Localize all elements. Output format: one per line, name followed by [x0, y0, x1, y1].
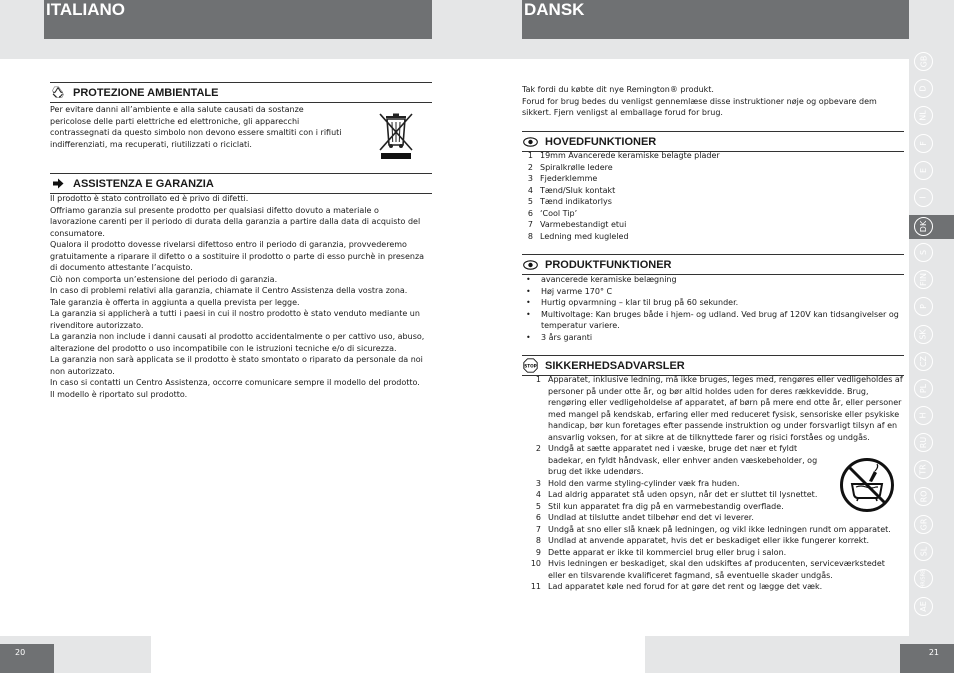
weee-bin-icon	[377, 112, 415, 160]
list-item: 1 19mm Avancerede keramiske belagte plader	[527, 151, 720, 160]
list-item: 6 ‘Cool Tip’	[527, 208, 578, 218]
language-tab-cz[interactable]: CZ	[914, 352, 933, 371]
list-item: 3 Hold den varme styling-cylinder væk fra huden.	[535, 478, 740, 488]
list-item: 5 Tænd indikatorlys	[527, 197, 612, 206]
page-header-italiano: ITALIANO	[44, 0, 432, 39]
language-tab-f[interactable]: F	[914, 134, 933, 153]
eye-icon	[522, 258, 538, 272]
language-tab-ru[interactable]: RU	[914, 433, 933, 452]
language-tab-pl[interactable]: PL	[914, 379, 933, 398]
list-item: 4 Lad aldrig apparatet stå uden opsyn, når det er sluttet til lysnettet.	[535, 490, 818, 499]
section-title-produktfunktioner: PRODUKTFUNKTIONER	[522, 254, 904, 275]
list-item: 5 Stil kun apparatet fra dig på en varmebestandig overflade.	[535, 501, 784, 511]
protezione-ambientale-text: Per evitare danni all’ambiente e alla salute causati da sostanze pericolose delle parti elettriche ed elettroniche, gli apparecchi contrassegnati da questo simbolo non devono essere smaltiti con i rifiuti indifferenziati, ma recuperati, riutilizzati o riciclati.	[50, 105, 342, 149]
list-item: 10 Hvis ledningen er beskadiget, skal den udskiftes af producenten, serviceværkstedet eller en tilsvarende kvalificeret fagmand, så eventuelle skader undgås.	[530, 559, 885, 580]
page-number-left: 20	[0, 644, 54, 673]
list-item: 3 Fjederklemme	[527, 174, 598, 183]
page-number-right: 21	[900, 644, 954, 673]
language-tab-e[interactable]: E	[914, 161, 933, 180]
language-tab-sk[interactable]: SK	[914, 325, 933, 344]
list-item: 9 Dette apparat er ikke til kommerciel brug eller brug i salon.	[535, 547, 787, 557]
language-tab-gr[interactable]: GR	[914, 515, 933, 534]
list-item: 4 Tænd/Sluk kontakt	[527, 185, 616, 195]
list-item: 1 Apparatet, inklusive ledning, må ikke bruges, leges med, rengøres eller vedligeholdes af personer på under otte år, og bør altid holdes uden for deres rækkevidde. Brug, rengøring eller vedligeholdelse af apparatet, af børn på mere end otte år, eller personer med mangel på kendskab, erfaring eller med reduceret fysisk, sensoriske eller psykiske handicap, bør kun foretages efter passende instruktion og under forsvarligt tilsyn af en ansvarlig voksen, for at sikre at de tilknyttede farer og risici forståes og undgås.	[535, 375, 903, 442]
language-tab-ro[interactable]: RO	[914, 487, 933, 506]
hovedfunktioner-list	[522, 150, 892, 242]
language-tab-ae[interactable]: AE	[914, 597, 933, 616]
language-tab-s[interactable]: S	[914, 243, 933, 262]
page-header-dansk: DANSK	[522, 0, 909, 39]
section-title-sikkerhedsadvarsler: STOP SIKKERHEDSADVARSLER	[522, 355, 904, 376]
stop-icon	[522, 359, 538, 373]
language-tab-hr-srb[interactable]: HR/SRB	[914, 569, 933, 588]
language-tab-nl[interactable]: NL	[914, 106, 933, 125]
list-item: 2 Spiralkrølle ledere	[527, 162, 613, 172]
section-title-assistenza-garanzia: ASSISTENZA E GARANZIA	[50, 173, 432, 194]
language-tab-d[interactable]: D	[914, 79, 933, 98]
list-item: 7 Undgå at sno eller slå knæk på ledningen, og vikl ikke ledningen rundt om apparatet.	[535, 524, 891, 534]
dansk-intro-text: Tak fordi du købte dit nye Remington® produkt. Forud for brug bedes du venligst gennemlæse disse instruktioner nøje og opbevare dem sikkert. Fjern venligst al emballage forud for brug.	[522, 85, 877, 117]
no-bath-warning-icon	[839, 457, 895, 513]
list-item: 6 Undlad at tilslutte andet tilbehør end det vi leverer.	[535, 513, 754, 522]
arrow-right-icon	[50, 177, 66, 191]
list-item: 11 Lad apparatet køle ned forud for at gøre det rent og lægge det væk.	[530, 582, 823, 591]
list-item: • Multivoltage: Kan bruges både i hjem- og udland. Ved brug af 120V kan tidsangivelser og temperatur variere.	[526, 309, 899, 330]
section-title-hovedfunktioner: HOVEDFUNKTIONER	[522, 131, 904, 152]
list-item: 2 Undgå at sætte apparatet ned i væske, bruge det nær et fyldt badekar, en fyldt håndvask, eller enhver anden væskebeholder, og brug det ikke udendørs.	[535, 444, 818, 476]
list-item: • avancerede keramiske belægning	[526, 275, 677, 284]
language-tab-dk[interactable]: DK	[914, 217, 933, 236]
language-tab-p[interactable]: P	[914, 297, 933, 316]
language-tab-h[interactable]: H	[914, 406, 933, 425]
list-item: • Høj varme 170° C	[526, 286, 613, 296]
language-tab-tr[interactable]: TR	[914, 460, 933, 479]
list-item: 8 Ledning med kugleled	[527, 231, 629, 241]
language-tab-fin[interactable]: FIN	[914, 270, 933, 289]
list-item: 7 Varmebestandigt etui	[527, 220, 627, 229]
language-tab-sl[interactable]: SL	[914, 542, 933, 561]
list-item: • Hurtig opvarmning – klar til brug på 60 sekunder.	[526, 298, 739, 307]
eye-icon	[522, 135, 538, 149]
language-tab-gb[interactable]: GB	[914, 52, 933, 71]
section-title-protezione-ambientale: PROTEZIONE AMBIENTALE	[50, 82, 432, 103]
recycle-icon	[50, 86, 66, 100]
language-tab-i[interactable]: I	[914, 188, 933, 207]
produktfunktioner-list	[522, 274, 900, 343]
assistenza-garanzia-text: Il prodotto è stato controllato ed è privo di difetti. Offriamo garanzia sul presente prodotto per qualsiasi difetto dovuto a materiale o lavorazione carenti per il periodo di durata della garanzia a partire dalla data di acquisto del consumatore. Qualora il prodotto dovesse rivelarsi difettoso entro il periodo di garanzia, provvederemo gratuitamente a riparare il difetto o a sostituire il prodotto o parte di esso purchè in presenza di documento attestante l’acquisto. Ciò non comporta un’estensione del periodo di garanzia. In caso di problemi relativi alla garanzia, chiamate il Centro Assistenza della vostra zona. Tale garanzia è offerta in aggiunta a quella prevista per legge. La garanzia si applicherà a tutti i paesi in cui il nostro prodotto è stato venduto mediante un rivenditore autorizzato. La garanzia non include i danni causati al prodotto accidentalmente o per cattivo uso, abuso, alterazione del prodotto o uso incompatibile con le istruzioni tecniche e/o di sicurezza. La garanzia non sarà applicata se il prodotto è stato smontato o riparato da personale da noi non autorizzato. In caso si contatti un Centro Assistenza, occorre comunicare sempre il modello del prodotto. Il modello è riportato sul prodotto.	[50, 194, 425, 399]
list-item: • 3 års garanti	[526, 332, 593, 342]
list-item: 8 Undlad at anvende apparatet, hvis det er beskadiget eller ikke fungerer korrekt.	[535, 536, 870, 545]
svg-text:STOP: STOP	[523, 363, 537, 369]
